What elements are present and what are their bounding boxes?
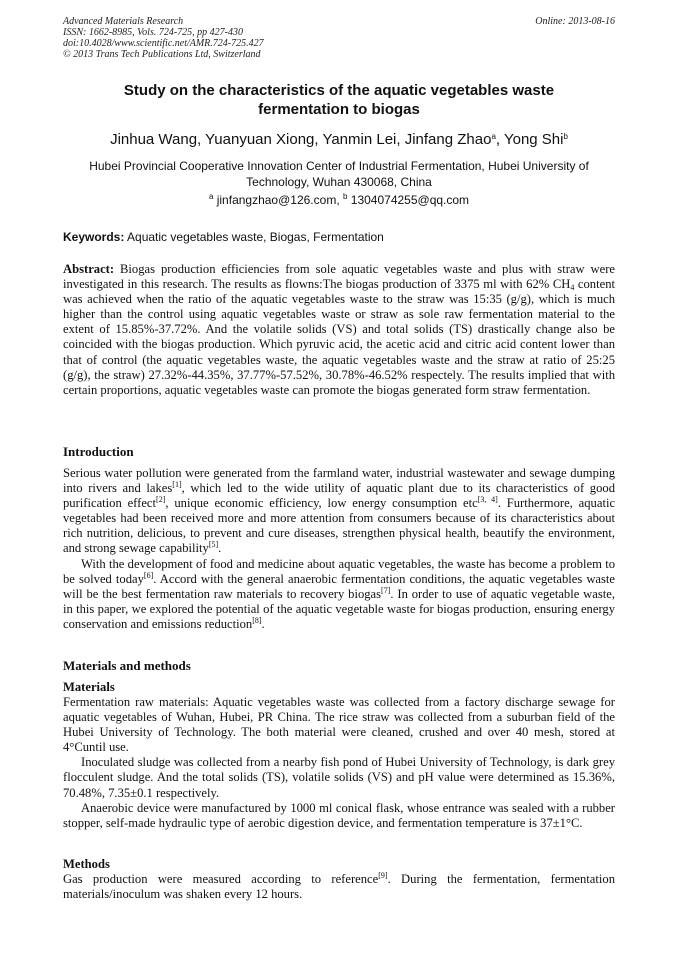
methods-subheading: Methods bbox=[63, 857, 110, 871]
citation-9: [9] bbox=[378, 871, 388, 880]
keywords bbox=[63, 230, 615, 245]
intro-p1-text-3: , unique economic efficiency, low energy consumption etc bbox=[165, 496, 478, 511]
intro-p1-text-5: . bbox=[218, 541, 222, 556]
intro-p2-text-3: . In order to use of aquatic vegetable waste, in this paper, we explored the potential of the aquatic vegetable waste for biogas production, ensuring energy conservation and emissions reduction bbox=[63, 586, 615, 631]
author-list bbox=[60, 131, 618, 149]
citation-5: [5] bbox=[208, 540, 219, 550]
materials-body bbox=[63, 695, 615, 831]
affiliation: Hubei Provincial Cooperative Innovation Center of Industrial Fermentation, Hubei University of Technology, Wuhan 430068, China bbox=[89, 159, 589, 189]
methods-text-2: . During the fermentation, fermentation materials/inoculum was shaken every 12 hours. bbox=[63, 872, 615, 902]
author-names: Jinhua Wang, Yuanyuan Xiong, Yanmin Lei, Jinfang Zhao bbox=[110, 131, 492, 148]
methods-paragraph-1 bbox=[63, 872, 615, 902]
author-emails bbox=[70, 193, 608, 208]
email-a: jinfangzhao@126.com, bbox=[213, 193, 343, 207]
keywords-label: Keywords: bbox=[63, 230, 125, 244]
methods-text-1: Gas production were measured according to reference bbox=[63, 872, 379, 886]
citation-1: [1] bbox=[172, 480, 182, 490]
intro-p1-text-1: Serious water pollution were generated from the farmland water, industrial wastewater and sewage dumping into rivers and lakes bbox=[63, 466, 615, 496]
paper-title: Study on the characteristics of the aquatic vegetables waste fermentation to biogas bbox=[123, 82, 555, 118]
author-last: , Yong Shi bbox=[495, 131, 564, 148]
affil-marker-b: b bbox=[563, 132, 568, 141]
intro-p2-text-2: . Accord with the general anaerobic fermentation conditions, the aquatic vegetables waste will be the best fermentation raw materials to recovery biogas bbox=[63, 571, 615, 601]
intro-paragraph-1 bbox=[63, 466, 615, 557]
online-date: Online: 2013-08-16 bbox=[535, 16, 615, 27]
materials-subheading: Materials bbox=[63, 680, 115, 694]
journal-name: Advanced Materials Research bbox=[63, 16, 184, 27]
email-b: 1304074255@qq.com bbox=[347, 193, 470, 207]
doi-line: doi:10.4028/www.scientific.net/AMR.724-725.427 bbox=[63, 38, 264, 49]
copyright-line: © 2013 Trans Tech Publications Ltd, Switzerland bbox=[63, 49, 261, 60]
intro-paragraph-2 bbox=[63, 557, 615, 632]
email-marker-b: b bbox=[342, 192, 348, 201]
materials-paragraph-1: Fermentation raw materials: Aquatic vegetables waste was collected from a factory discharge sewage for aquatic vegetables of Wuhan, Hubei, PR China. The rice straw was collected from a suburban field of the Hubei University of Technology. The both material were cleaned, crushed and over 40 mesh, stored at 4°Cuntil use. bbox=[63, 695, 615, 755]
affil-marker-a: a bbox=[491, 132, 496, 141]
citation-7: [7] bbox=[381, 585, 391, 595]
citation-6: [6] bbox=[143, 570, 154, 580]
journal-header bbox=[63, 16, 615, 60]
abstract-label: Abstract: bbox=[63, 262, 115, 276]
intro-p1-text-4: . Furthermore, aquatic vegetables had been received more and more attention from consumers because of its characteristics about rich nutrition, delicious, to prevent and cure diseases, strengthen physical health, beautify the environment, and strong sewage capability bbox=[63, 496, 616, 556]
abstract bbox=[63, 262, 615, 398]
abstract-paragraph bbox=[63, 262, 615, 398]
citation-3-4: [3, 4] bbox=[477, 495, 498, 505]
intro-p2-text-4: . bbox=[261, 616, 265, 631]
materials-paragraph-3: Anaerobic device were manufactured by 1000 ml conical flask, whose entrance was sealed with a rubber stopper, self-made hydraulic type of aerobic digestion device, and fermentation temperature is 37±1°C. bbox=[63, 800, 615, 830]
citation-2: [2] bbox=[156, 495, 166, 505]
materials-paragraph-2: Inoculated sludge was collected from a nearby fish pond of Hubei University of Technology, is dark grey flocculent sludge. And the total solids (TS), volatile solids (VS) and pH value were determined as 15.36%, 70.48%, 7.35±0.1 respectively. bbox=[63, 755, 615, 800]
methods-body bbox=[63, 872, 615, 902]
ch4-subscript: 4 bbox=[570, 283, 575, 293]
introduction-heading: Introduction bbox=[63, 444, 134, 459]
issn-line: ISSN: 1662-8985, Vols. 724-725, pp 427-430 bbox=[63, 27, 243, 38]
citation-8: [8] bbox=[252, 615, 262, 625]
intro-p2-text-1: With the development of food and medicine about aquatic vegetables, the waste has become a problem to be solved today bbox=[63, 556, 615, 586]
abstract-text-2: content was achieved when the ratio of the aquatic vegetables waste to the straw was 15:35 (g/g), which is much higher than the control using aquatic vegetables waste or straw as sole raw fermentation material to the extent of 15.85%-37.72%. And the volatile solids (VS) and total solids (TS) drastically change also be coincided with the biogas production. Which pyruvic acid, the acetic acid and citric acid content lower than that of control (the aquatic vegetables waste, the aquatic vegetables waste and the straw at ratio of 25:25 (g/g), the straw) 27.32%-44.35%, 37.77%-57.52%, 30.78%-46.52% respectely. The results implied that with certain proportions, aquatic vegetables waste can promote the biogas generated form straw fermentation. bbox=[63, 277, 615, 397]
introduction-body bbox=[63, 466, 615, 632]
intro-p1-text-2: , which led to the wide utility of aquatic plant due to its characteristics of good purification effect bbox=[63, 481, 615, 511]
abstract-text-1: Biogas production efficiencies from sole aquatic vegetables waste and plus with straw were investigated in this research. The results as flowns:The biogas production of 3375 ml with 62% CH bbox=[63, 262, 615, 292]
keywords-text: Aquatic vegetables waste, Biogas, Fermentation bbox=[124, 230, 384, 244]
email-marker-a: a bbox=[208, 192, 214, 201]
materials-methods-heading: Materials and methods bbox=[63, 658, 191, 673]
